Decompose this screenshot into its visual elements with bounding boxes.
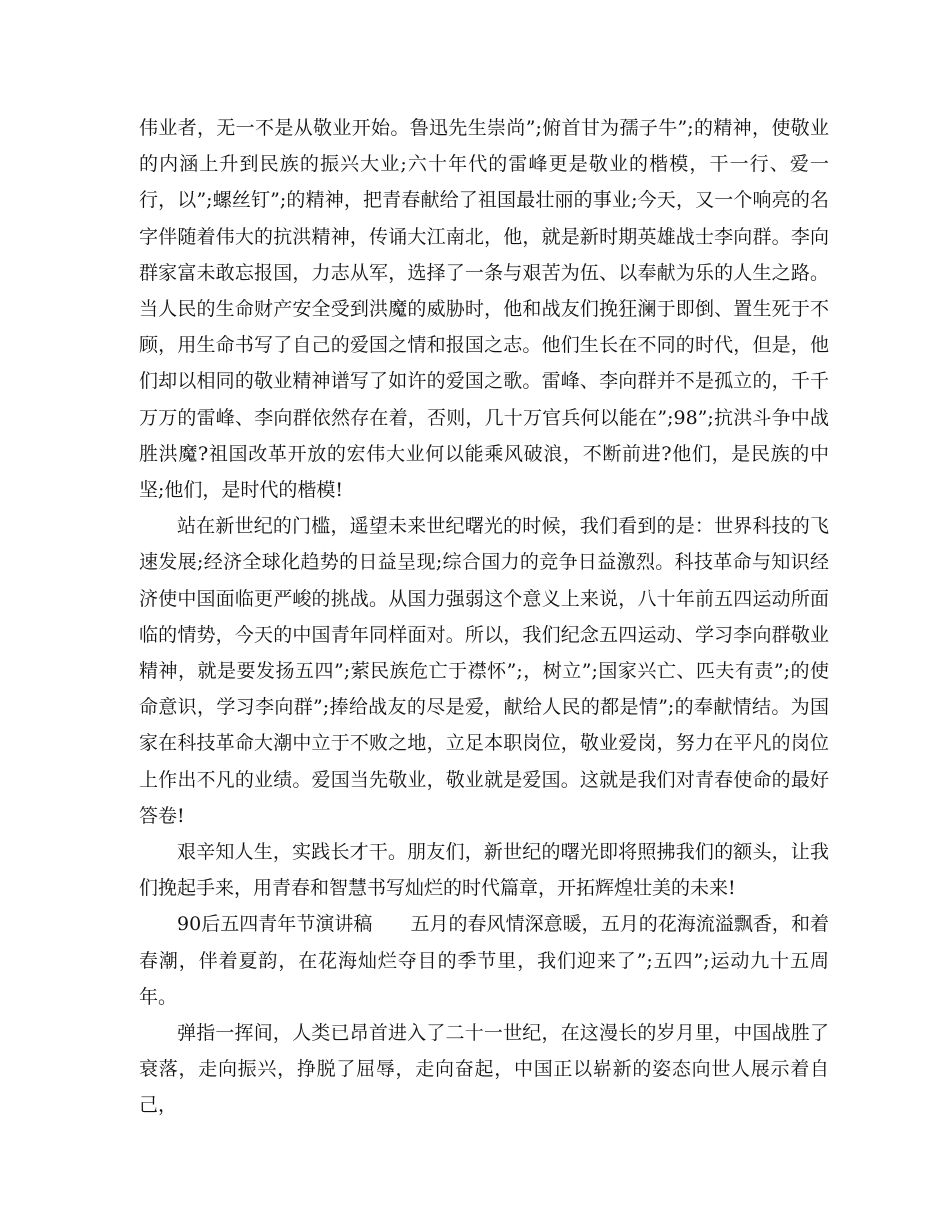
speech-title: 90后五四青年节演讲稿 [177,913,373,936]
paragraph-5: 弹指一挥间，人类已昂首进入了二十一世纪，在这漫长的岁月里，中国战胜了衰落，走向振兴，挣脱了屈辱，走向奋起，中国正以崭新的姿态向世人展示着自己， [139,1022,829,1117]
paragraph-4-text: 五月的春风情深意暖，五月的花海流溢飘香，和着春潮，伴着夏韵，在花海灿烂夺目的季节里，我们迎来了”;五四”;运动九十五周年。 [139,913,829,1008]
paragraph-1: 伟业者，无一不是从敬业开始。鲁迅先生崇尚”;俯首甘为孺子牛”;的精神，使敬业的内涵上升到民族的振兴大业;六十年代的雷峰更是敬业的楷模，干一行、爱一行，以”;螺丝钉”;的精神，把青春献给了祖国最壮丽的事业;今天，又一个响亮的名字伴随着伟大的抗洪精神，传诵大江南北，他，就是新时期英雄战士李向群。李向群家富未敢忘报国，力志从军，选择了一条与艰苦为伍、以奉献为乐的人生之路。当人民的生命财产安全受到洪魔的威胁时，他和战友们挽狂澜于即倒、置生死于不顾，用生命书写了自己的爱国之情和报国之志。他们生长在不同的时代，但是，他们却以相同的敬业精神谱写了如许的爱国之歌。雷峰、李向群并不是孤立的，千千万万的雷峰、李向群依然存在着，否则，几十万官兵何以能在”;98”;抗洪斗争中战胜洪魔?祖国改革开放的宏伟大业何以能乘风破浪，不断前进?他们，是民族的中坚;他们，是时代的楷模! [139,117,829,502]
paragraph-4 [139,906,829,1015]
document-body [139,110,829,1124]
paragraph-3: 艰辛知人生，实践长才干。朋友们，新世纪的曙光即将照拂我们的额头，让我们挽起手来，用青春和智慧书写灿烂的时代篇章，开拓辉煌壮美的未来! [139,841,829,900]
paragraph-2: 站在新世纪的门槛，遥望未来世纪曙光的时候，我们看到的是：世界科技的飞速发展;经济全球化趋势的日益呈现;综合国力的竞争日益激烈。科技革命与知识经济使中国面临更严峻的挑战。从国力强弱这个意义上来说，八十年前五四运动所面临的情势，今天的中国青年同样面对。所以，我们纪念五四运动、学习李向群敬业精神，就是要发扬五四”;萦民族危亡于襟怀”;，树立”;国家兴亡、匹夫有责”;的使命意识，学习李向群”;捧给战友的尽是爱，献给人民的都是情”;的奉献情结。为国家在科技革命大潮中立于不败之地，立足本职岗位，敬业爱岗，努力在平凡的岗位上作出不凡的业绩。爱国当先敬业，敬业就是爱国。这就是我们对青春使命的最好答卷! [139,515,829,827]
